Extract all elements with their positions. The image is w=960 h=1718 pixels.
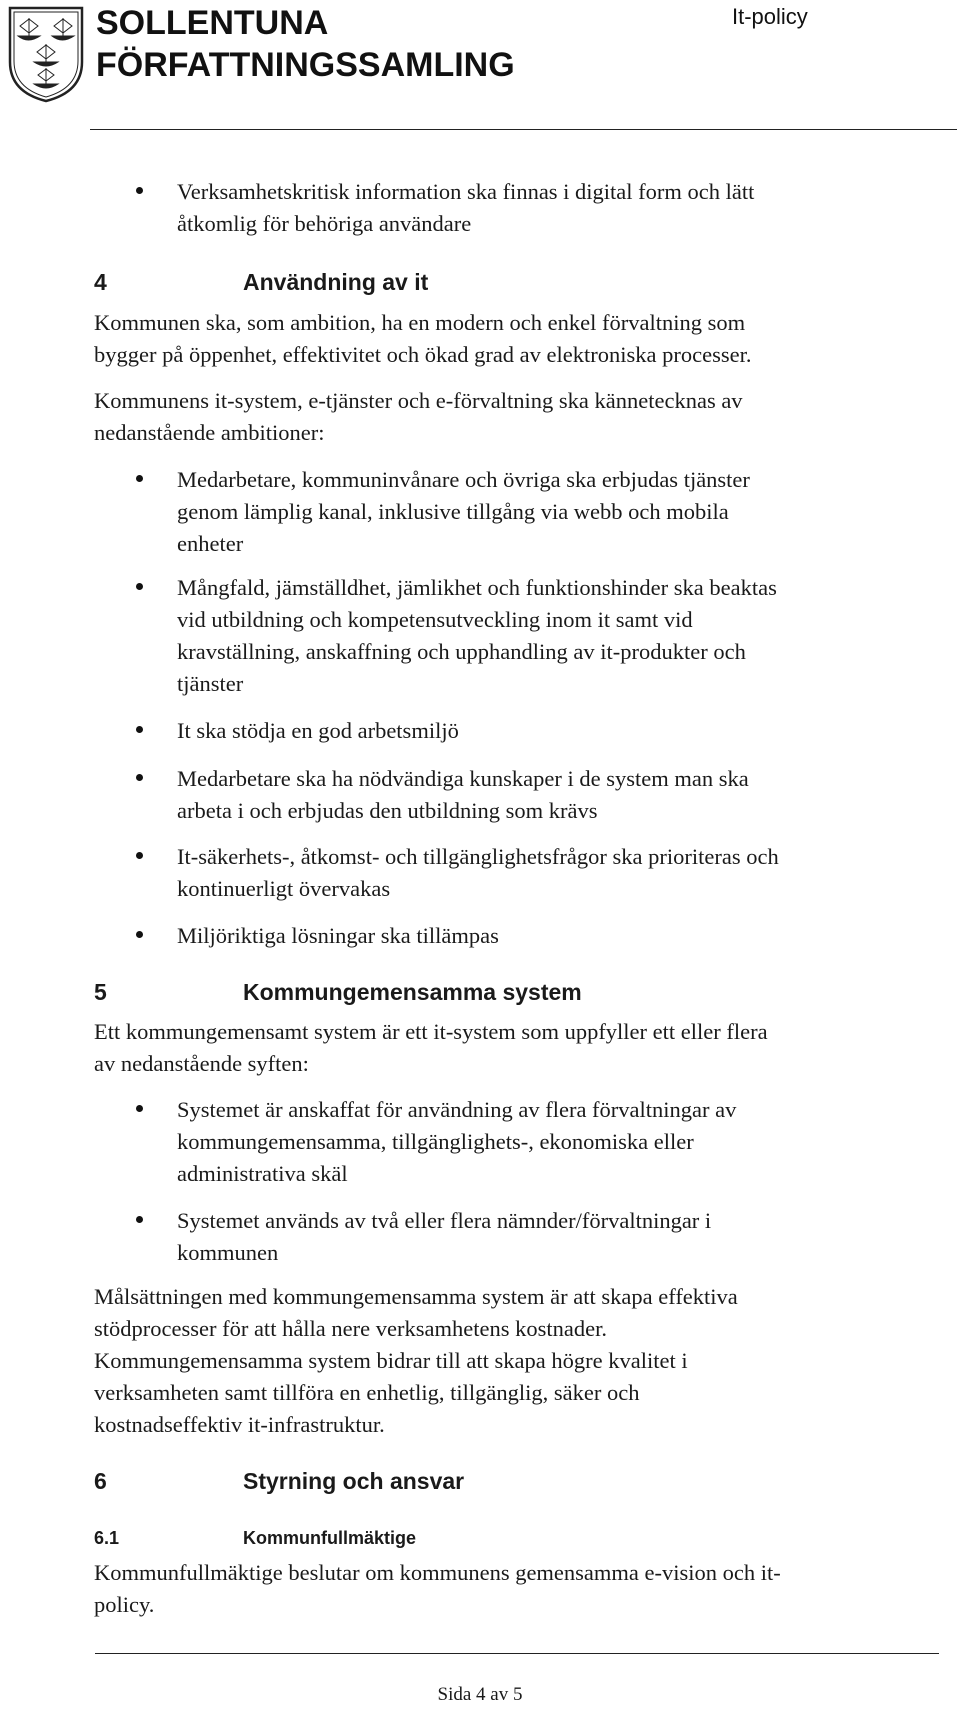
text-line: Kommunfullmäktige beslutar om kommunens gemensamma e-vision och it- [94,1560,781,1585]
section4-bullet-6 [177,920,499,952]
text-line: genom lämplig kanal, inklusive tillgång via webb och mobila [177,499,729,524]
text-line: av nedanstående syften: [94,1051,309,1076]
bullet-icon [136,583,143,590]
header-org-line2: FÖRFATTNINGSSAMLING [96,46,515,84]
bullet-icon [136,852,143,859]
text-line: nedanstående ambitioner: [94,420,325,445]
text-line: enheter [177,531,244,556]
text-line: Mångfald, jämställdhet, jämlikhet och funktionshinder ska beaktas [177,575,777,600]
section4-bullet-5 [177,841,779,905]
section-title: Styrning och ansvar [243,1468,465,1494]
header-org-line1: SOLLENTUNA [96,4,329,42]
section4-bullet-2 [177,572,777,700]
coat-of-arms-ships-icon [6,4,86,104]
header-document-name: It-policy [732,4,808,29]
bullet-icon [136,1105,143,1112]
subsection-number: 6.1 [94,1528,120,1548]
section6-paragraph [94,1557,781,1621]
text-line: It ska stödja en god arbetsmiljö [177,718,459,743]
section4-paragraph2 [94,385,743,449]
text-line: stödprocesser för att hålla nere verksamhetens kostnader. [94,1316,607,1341]
footer-divider [95,1653,939,1654]
section4-paragraph1 [94,307,751,371]
section4-bullet-1 [177,464,750,560]
text-line: Kommunens it-system, e-tjänster och e-förvaltning ska kännetecknas av [94,388,743,413]
section-heading-6 [94,1467,894,1495]
header-divider [90,129,957,130]
section-heading-5 [94,978,894,1006]
text-line: bygger på öppenhet, effektivitet och ökad grad av elektroniska processer. [94,342,752,367]
section5-bullet-2 [177,1205,711,1269]
text-line: kravställning, anskaffning och upphandling av it-produkter och [177,639,746,664]
text-line: Medarbetare, kommuninvånare och övriga ska erbjudas tjänster [177,467,750,492]
section-number: 4 [94,269,107,295]
text-line: åtkomlig för behöriga användare [177,211,472,236]
section-title: Kommungemensamma system [243,979,582,1005]
text-line: Ett kommungemensamt system är ett it-system som uppfyller ett eller flera [94,1019,768,1044]
page-number: Sida 4 av 5 [437,1684,523,1705]
text-line: kommunen [177,1240,279,1265]
text-line: verksamheten samt tillföra en enhetlig, tillgänglig, säker och [94,1380,640,1405]
bullet-icon [136,931,143,938]
section-number: 5 [94,979,107,1005]
text-line: Medarbetare ska ha nödvändiga kunskaper i de system man ska [177,766,749,791]
bullet-icon [136,774,143,781]
section4-bullet-4 [177,763,749,827]
text-line: Systemet används av två eller flera nämnder/förvaltningar i [177,1208,712,1233]
text-line: arbeta i och erbjudas den utbildning som krävs [177,798,598,823]
subsection-title: Kommunfullmäktige [243,1528,417,1548]
bullet-icon [136,726,143,733]
text-line: kostnadseffektiv it-infrastruktur. [94,1412,385,1437]
subsection-heading-6-1 [94,1526,894,1550]
section5-paragraph1 [94,1016,768,1080]
bullet-icon [136,1216,143,1223]
section5-bullet-1 [177,1094,736,1190]
intro-bullet-text [177,176,754,240]
text-line: Verksamhetskritisk information ska finnas i digital form och lätt [177,179,755,204]
text-line: Kommunen ska, som ambition, ha en modern och enkel förvaltning som [94,310,746,335]
bullet-icon [136,187,143,194]
text-line: administrativa skäl [177,1161,348,1186]
section4-bullet-3 [177,715,459,747]
section-number: 6 [94,1468,107,1494]
section-title: Användning av it [243,269,429,295]
text-line: kontinuerligt övervakas [177,876,391,901]
text-line: Miljöriktiga lösningar ska tillämpas [177,923,499,948]
text-line: policy. [94,1592,155,1617]
text-line: Målsättningen med kommungemensamma system är att skapa effektiva [94,1284,738,1309]
section5-paragraph2 [94,1281,738,1441]
bullet-icon [136,475,143,482]
text-line: vid utbildning och kompetensutveckling inom it samt vid [177,607,693,632]
text-line: It-säkerhets-, åtkomst- och tillgänglighetsfrågor ska prioriteras och [177,844,779,869]
text-line: Kommungemensamma system bidrar till att skapa högre kvalitet i [94,1348,688,1373]
text-line: kommungemensamma, tillgänglighets-, ekonomiska eller [177,1129,694,1154]
section-heading-4 [94,268,894,296]
text-line: tjänster [177,671,244,696]
text-line: Systemet är anskaffat för användning av flera förvaltningar av [177,1097,737,1122]
